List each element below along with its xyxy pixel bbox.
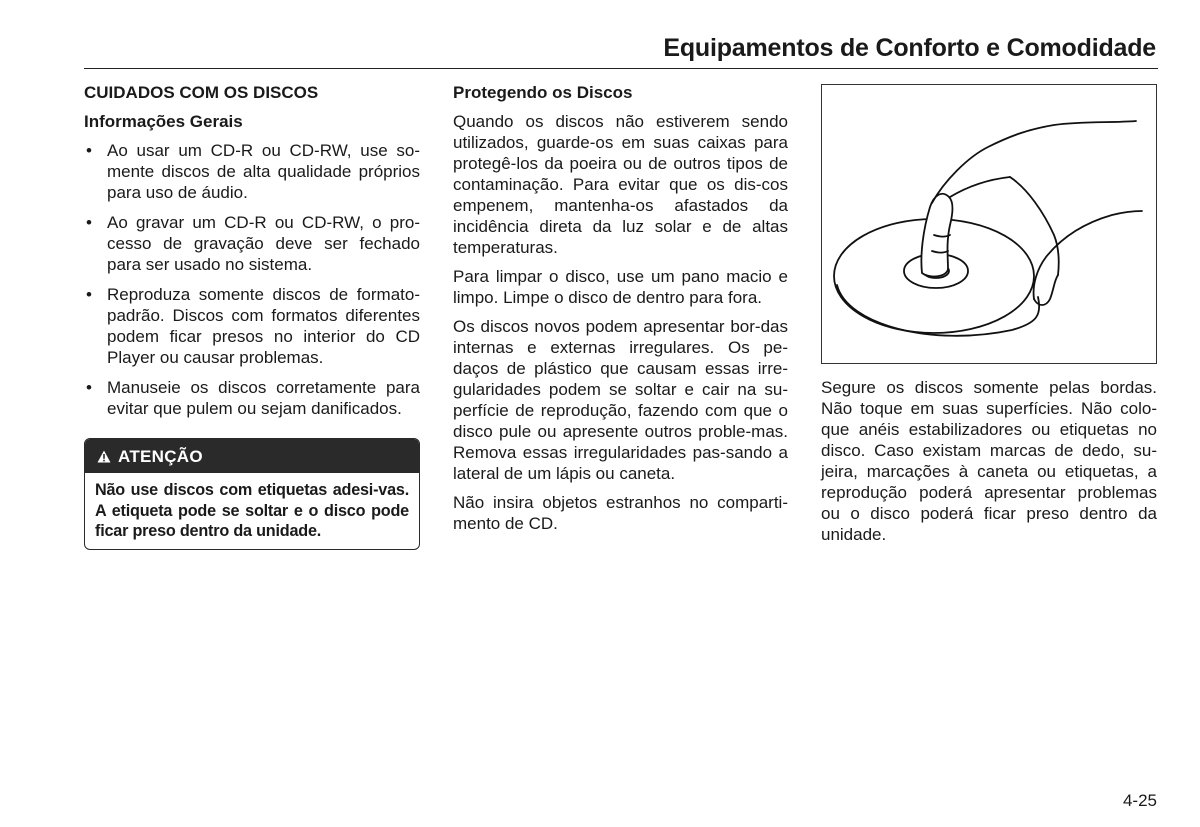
- paragraph: Os discos novos podem apresentar bor-das internas e externas irregulares. Os pe-daços de plástico que causam essas irre-gularidades podem se soltar e cair na su-perfície de reprodução, fazendo com que o disco pule ou apresente outros proble-mas. Remova essas irregularidades pas-sando a lateral de um lápis ou caneta.: [453, 317, 788, 483]
- warning-header: [85, 439, 419, 473]
- paragraph: Para limpar o disco, use um pano macio e limpo. Limpe o disco de dentro para fora.: [453, 267, 788, 307]
- subsection-title: Informações Gerais: [84, 112, 243, 131]
- page-number: 4-25: [1122, 791, 1157, 810]
- list-item-text: Ao gravar um CD-R ou CD-RW, o pro-cesso de gravação deve ser fechado para ser usado no sistema.: [107, 213, 420, 274]
- section-title: Protegendo os Discos: [453, 83, 633, 102]
- bullet-icon: •: [86, 378, 92, 397]
- list-item: [84, 212, 420, 275]
- figure-caption: Segure os discos somente pelas bordas. Não toque em suas superfícies. Não colo-que anéis estabilizadores ou etiquetas no disco. Caso existam marcas de dedo, su-jeira, marcações à caneta ou etiquetas, a reprodução poderá apresentar problemas ou o disco poderá ficar preso dentro da unidade.: [821, 378, 1157, 544]
- bullet-icon: •: [86, 141, 92, 160]
- paragraph: Quando os discos não estiverem sendo utilizados, guarde-os em suas caixas para protegê-los da poeira ou de outros tipos de contaminação. Para evitar que os dis-cos empenem, mantenha-os afastados da incidência direta da luz solar e de altas temperaturas.: [453, 112, 788, 257]
- paragraph: Não insira objetos estranhos no comparti-mento de CD.: [453, 493, 788, 533]
- column-figure: [821, 80, 1157, 553]
- column-general-info: [84, 80, 420, 550]
- list-item: [84, 377, 420, 419]
- warning-text: Não use discos com etiquetas adesi-vas. A etiqueta pode se soltar e o disco pode ficar preso dentro da unidade.: [95, 481, 409, 540]
- bullet-list: [84, 140, 420, 419]
- hand-holding-disc-icon: [822, 85, 1156, 363]
- list-item: [84, 140, 420, 203]
- list-item-text: Ao usar um CD-R ou CD-RW, use so-mente discos de alta qualidade próprios para uso de áudio.: [107, 141, 420, 202]
- list-item: [84, 284, 420, 368]
- warning-triangle-icon: [97, 450, 111, 463]
- warning-box: [84, 438, 420, 550]
- header-divider: [84, 68, 1158, 69]
- column-protecting-discs: [453, 80, 788, 542]
- bullet-icon: •: [86, 285, 92, 304]
- list-item-text: Reproduza somente discos de formato-padrão. Discos com formatos diferentes podem ficar presos no interior do CD Player ou causar problemas.: [107, 285, 420, 367]
- bullet-icon: •: [86, 213, 92, 232]
- section-title: CUIDADOS COM OS DISCOS: [84, 83, 319, 102]
- page-header-title: Equipamentos de Conforto e Comodidade: [663, 34, 1156, 62]
- warning-label: ATENÇÃO: [118, 447, 203, 466]
- figure-frame: [821, 84, 1157, 364]
- list-item-text: Manuseie os discos corretamente para evitar que pulem ou sejam danificados.: [107, 378, 420, 418]
